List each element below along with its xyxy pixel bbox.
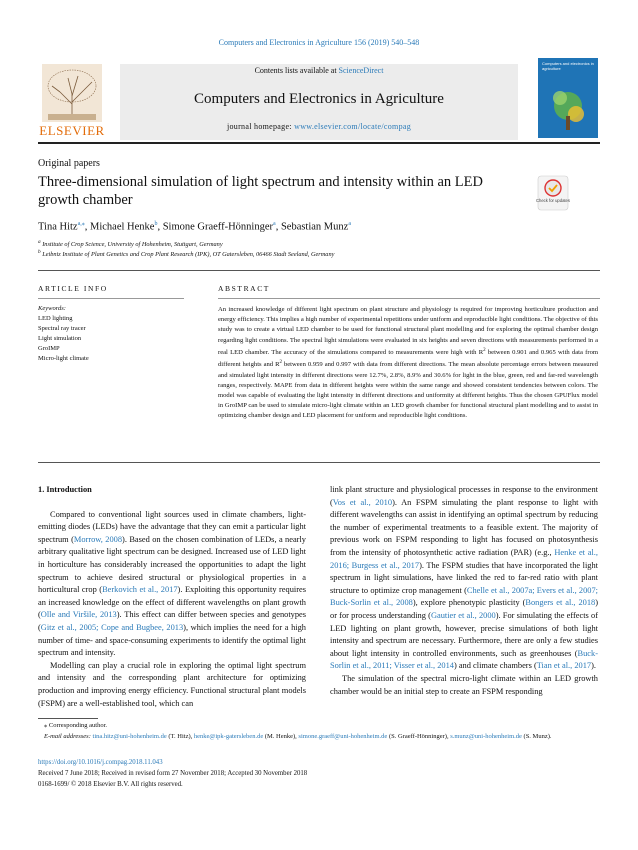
citation-link[interactable]: Olle and Viršile, 2013	[40, 610, 117, 620]
author-affil-mark[interactable]: b	[154, 221, 158, 227]
body-column-left	[38, 484, 306, 710]
sciencedirect-link[interactable]: ScienceDirect	[338, 66, 384, 75]
citation-link[interactable]: Henke et al., 2016; Burgess et al., 2017	[330, 547, 598, 570]
body-paragraph: The simulation of the spectral micro-light climate within an LED growth chamber would be an initial step to create an FSPM responding	[330, 673, 598, 696]
affiliation: $^a$ Institute of Crop Science, University of Hohenheim, Stuttgart, Germany	[38, 239, 223, 249]
article-info-heading: ARTICLE INFO	[38, 284, 108, 293]
author: Michael Henke	[90, 221, 155, 233]
citation-link[interactable]: Tian et al., 2017	[536, 661, 592, 671]
body-column-right	[330, 484, 598, 698]
citation-link[interactable]: Morrow, 2008	[73, 534, 123, 544]
copyright: 0168-1699/ © 2018 Elsevier B.V. All rights reserved.	[38, 781, 183, 788]
footnotes	[38, 721, 598, 742]
affiliation: $^b$ Leibniz Institute of Plant Genetics and Crop Plant Research (IPK), OT Gatersleben, 06466 Stadt Seeland, Germany	[38, 249, 335, 259]
section-heading: 1. Introduction	[38, 485, 92, 494]
author-affil-mark[interactable]: a	[348, 221, 351, 227]
email-link[interactable]: tina.hitz@uni-hohenheim.de	[92, 732, 167, 740]
received-dates: Received 7 June 2018; Received in revised form 27 November 2018; Accepted 30 November 2018	[38, 770, 308, 777]
author-affil-mark[interactable]: a,⁎	[77, 221, 85, 227]
divider	[38, 270, 600, 271]
author-affil-mark[interactable]: a	[273, 221, 276, 227]
citation-link[interactable]: Gitz et al., 2005; Cope and Bugbee, 2013	[40, 622, 184, 632]
journal-title: Computers and Electronics in Agriculture	[194, 91, 444, 107]
author: Tina Hitz	[38, 221, 78, 233]
contents-line: Contents lists available at ScienceDirect	[254, 66, 384, 75]
journal-banner	[120, 64, 518, 140]
citation-link[interactable]: Buck-Sorlin et al., 2011; Visser et al., 2014	[330, 648, 598, 671]
keyword: GroIMP	[38, 345, 60, 352]
abstract-text: An increased knowledge of different light spectrum on plant structure and physiology is required for improving horticulture production and energy efficiency. This implies a high number of experimental repetitions under uniform and reproducible light conditions. The objective of this study was to create a virtual LED chamber to be used for functional structural plant modelling and for exploring the optimal chamber design regarding light conditions. The spectral light simulations were evaluated in six heights and seven directions with measurements performed in a real LED chamber. The accuracy of the simulations compared to measurements were high with $R^2$ between 0.901 and 0.965 with data from different heights and $R^2$ between 0.959 and 0.997 with data from different directions. The mean absolute percentage errors between measured and simulated light intensity in different directions were 12.7%, 2.8%, 8.9% and 30.6% for light in the blue, green, red and far-red wavelength ranges, respectively. MAPE from data in different heights were within the same range and showed consistent tendencies between colors. The model was capable of evaluating the light intensity in different directions and uniformity at different heights. Thus the chosen GPUFlux model in GroIMP can be used to simulate micro-light climate within an LED growth chamber for functional structural plant modelling and to assist in optimizing chamber design and LED placement for uniform and reproducible light conditions.	[218, 306, 598, 420]
homepage-link[interactable]: www.elsevier.com/locate/compag	[294, 122, 412, 131]
body-paragraph: Compared to conventional light sources used in climate chambers, light-emitting diodes (LEDs) have the advantage that they can emit a particular light spectrum (Morrow, 2008). Based on the chosen combination of LEDs, a nearly arbitrary qualitative light spectrum can be designed. Increased use of LED light in horticulture has considerably increased the opportunities to adapt the light spectrum to achieve desired structural or physiological properties in a horticultural crop (Berkovich et al., 2017). Exploiting this opportunity requires an increased knowledge on the effect of different wavelengths on plant growth (Olle and Viršile, 2013). This effect can differ between species and genotypes (Gitz et al., 2005; Cope and Bugbee, 2013), which implies the need for a high number of time- and space-consuming experiments to identify the optimal light spectrum and intensity.	[38, 509, 307, 658]
citation-link[interactable]: Berkovich et al., 2017	[102, 585, 178, 595]
keyword: LED lighting	[38, 315, 73, 322]
body-paragraph: link plant structure and physiological processes in response to the environment (Vos et al., 2010). An FSPM simulating the plant response to light with different wavelengths can assist in identifying an optimal spectrum by reducing the number of experimental treatments to a feasible extent. The majority of previous work on FSPM responding to light has focused on photosynthesis from the intensity of photosynthetic active radiation (PAR) (e.g., Henke et al., 2016; Burgess et al., 2017). The FSPM studies that have incorporated the light spectrum in light simulations, have linked the red to far-red ratio with plant structure to optimize crop management (Chelle et al., 2007a; Evers et al., 2007; Buck-Sorlin et al., 2008), explore phenotypic plasticity (Bongers et al., 2018) or for process understanding (Gautier et al., 2000). For simulating the effects of LED lighting on plant growth, however, precise simulations of both light intensity and spectrum are necessary. Furthermore, there are only a few studies about light intensity in controlled environments, such as greenhouses (Buck-Sorlin et al., 2011; Visser et al., 2014) and climate chambers (Tian et al., 2017).	[330, 485, 599, 671]
keyword: Micro-light climate	[38, 355, 89, 362]
doi-link[interactable]: https://doi.org/10.1016/j.compag.2018.11.043	[38, 759, 163, 766]
crossmark-label: Check for updates	[536, 198, 570, 203]
journal-homepage: journal homepage: www.elsevier.com/locate/compag	[226, 122, 412, 131]
cover-title: Computers and electronics in agriculture	[542, 61, 594, 71]
journal-reference[interactable]: Computers and Electronics in Agriculture 156 (2019) 540–548	[218, 38, 420, 47]
header-divider	[38, 142, 600, 144]
paper-title: Three-dimensional simulation of light spectrum and intensity within an LED growth chamber	[38, 174, 483, 208]
keyword: Light simulation	[38, 335, 82, 342]
author-list: Tina Hitz$^{a,⁎}$, Michael Henke$^b$, Simone Graeff-Hönninger$^a$, Sebastian Munz$^a$	[38, 221, 351, 233]
email-link[interactable]: simone.graeff@uni-hohenheim.de	[298, 732, 388, 740]
email-link[interactable]: henke@ipk-gatersleben.de	[193, 732, 264, 740]
divider	[38, 462, 600, 463]
journal-cover-thumbnail[interactable]	[538, 58, 598, 138]
author: Sebastian Munz	[280, 221, 349, 233]
divider	[38, 298, 184, 299]
body-paragraph: Modelling can play a crucial role in exploring the optimal light spectrum and intensity and the corresponding plant architecture for optimizing production and improving energy efficiency. Functional structural plant models (FSPM) are a well-established tool, which can	[38, 660, 306, 708]
corresponding-author-note: ⁎ Corresponding author.	[44, 722, 108, 729]
divider	[218, 298, 600, 299]
citation-link[interactable]: Bongers et al., 2018	[525, 598, 596, 608]
check-for-updates-badge[interactable]	[538, 176, 568, 210]
keyword: Spectral ray tracer	[38, 325, 86, 332]
footnote-divider	[38, 718, 98, 719]
citation-link[interactable]: Vos et al., 2010	[332, 497, 393, 507]
abstract-heading: ABSTRACT	[218, 284, 270, 293]
email-link[interactable]: s.munz@uni-hohenheim.de	[450, 732, 522, 740]
elsevier-wordmark: ELSEVIER	[39, 123, 105, 138]
cover-artwork	[538, 58, 598, 138]
citation-link[interactable]: Chelle et al., 2007a; Evers et al., 2007; Buck-Sorlin et al., 2008	[330, 585, 598, 608]
article-type: Original papers	[38, 158, 100, 169]
email-addresses: E-mail addresses: tina.hitz@uni-hohenheim.de (T. Hitz), henke@ipk-gatersleben.de (M. Henke), simone.graeff@uni-hohenheim.de (S. Graeff-Hönninger), s.munz@uni-hohenheim.de (S. Munz).	[44, 732, 552, 740]
keywords-heading: Keywords:	[38, 305, 66, 312]
citation-link[interactable]: Gautier et al., 2000	[430, 610, 496, 620]
author: Simone Graeff-Hönninger	[162, 221, 274, 233]
journal-header	[38, 58, 600, 142]
